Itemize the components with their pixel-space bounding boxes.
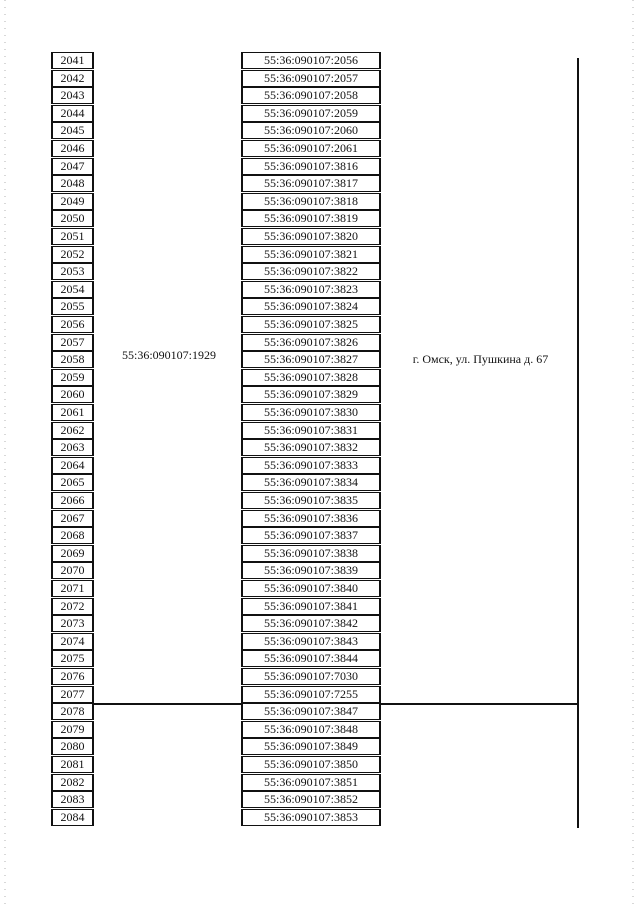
table-cell-cadastral-number: 55:36:090107:3816 [241,158,381,175]
table-row-number: 2056 [51,316,94,333]
table-row-number: 2044 [51,105,94,122]
table-row-number: 2057 [51,334,94,351]
group-separator-right [381,703,579,705]
table-cell-cadastral-number: 55:36:090107:7255 [241,686,381,703]
table-cell-cadastral-number: 55:36:090107:2061 [241,140,381,157]
table-cell-cadastral-number: 55:36:090107:3834 [241,474,381,491]
group-separator-left [94,703,241,705]
parcel-cadastral-number: 55:36:090107:1929 [121,348,216,362]
table-cell-cadastral-number: 55:36:090107:3848 [241,721,381,738]
table-cell-cadastral-number: 55:36:090107:3819 [241,210,381,227]
table-row-number: 2042 [51,70,94,87]
table-row-number: 2064 [51,457,94,474]
table-cell-cadastral-number: 55:36:090107:3828 [241,369,381,386]
parcel-address: г. Омск, ул. Пушкина д. 67 [412,352,549,366]
table-row-number: 2068 [51,527,94,544]
table-row-number: 2066 [51,492,94,509]
table-cell-cadastral-number: 55:36:090107:3824 [241,298,381,315]
table-row-number: 2074 [51,633,94,650]
table-row-number: 2054 [51,281,94,298]
table-cell-cadastral-number: 55:36:090107:2057 [241,70,381,87]
table-row-number: 2062 [51,422,94,439]
table-row-number: 2049 [51,193,94,210]
table-cell-cadastral-number: 55:36:090107:2058 [241,87,381,104]
table-row-number: 2072 [51,598,94,615]
table-row-number: 2078 [51,703,94,720]
table-cell-cadastral-number: 55:36:090107:3822 [241,263,381,280]
table-cell-cadastral-number: 55:36:090107:3818 [241,193,381,210]
table-cell-cadastral-number: 55:36:090107:3842 [241,615,381,632]
table-row-number: 2084 [51,809,94,826]
table-row-number: 2060 [51,386,94,403]
table-cell-cadastral-number: 55:36:090107:3821 [241,246,381,263]
table-cell-cadastral-number: 55:36:090107:3838 [241,545,381,562]
table-cell-cadastral-number: 55:36:090107:3847 [241,703,381,720]
table-row-number: 2046 [51,140,94,157]
table-row-number: 2073 [51,615,94,632]
table-row-number: 2061 [51,404,94,421]
table-row-number: 2065 [51,474,94,491]
table-row-number: 2075 [51,650,94,667]
table-row-number: 2070 [51,562,94,579]
table-row-number: 2047 [51,158,94,175]
table-cell-cadastral-number: 55:36:090107:3833 [241,457,381,474]
table-row-number: 2052 [51,246,94,263]
scan-edge-left [4,0,6,905]
table-row-number: 2045 [51,122,94,139]
table-row-number: 2051 [51,228,94,245]
table-row-number: 2079 [51,721,94,738]
table-cell-cadastral-number: 55:36:090107:3850 [241,756,381,773]
table-row-number: 2077 [51,686,94,703]
table-row-number: 2063 [51,439,94,456]
table-row-number: 2053 [51,263,94,280]
table-cell-cadastral-number: 55:36:090107:3823 [241,281,381,298]
table-row-number: 2083 [51,791,94,808]
table-cell-cadastral-number: 55:36:090107:2056 [241,52,381,69]
table-cell-cadastral-number: 55:36:090107:3832 [241,439,381,456]
table-cell-cadastral-number: 55:36:090107:7030 [241,668,381,685]
table-cell-cadastral-number: 55:36:090107:3844 [241,650,381,667]
table-cell-cadastral-number: 55:36:090107:3839 [241,562,381,579]
table-cell-cadastral-number: 55:36:090107:3849 [241,738,381,755]
table-cell-cadastral-number: 55:36:090107:3831 [241,422,381,439]
table-cell-cadastral-number: 55:36:090107:3825 [241,316,381,333]
table-cell-cadastral-number: 55:36:090107:3841 [241,598,381,615]
table-cell-cadastral-number: 55:36:090107:2060 [241,122,381,139]
table-cell-cadastral-number: 55:36:090107:3852 [241,791,381,808]
table-row-number: 2067 [51,510,94,527]
table-row-number: 2048 [51,175,94,192]
table-row-number: 2080 [51,738,94,755]
table-cell-cadastral-number: 55:36:090107:2059 [241,105,381,122]
table-row-number: 2071 [51,580,94,597]
table-cell-cadastral-number: 55:36:090107:3829 [241,386,381,403]
scan-edge-right [632,0,634,905]
table-cell-cadastral-number: 55:36:090107:3836 [241,510,381,527]
table-row-number: 2081 [51,756,94,773]
table-cell-cadastral-number: 55:36:090107:3835 [241,492,381,509]
table-cell-cadastral-number: 55:36:090107:3830 [241,404,381,421]
table-cell-cadastral-number: 55:36:090107:3851 [241,774,381,791]
table-row-number: 2041 [51,52,94,69]
table-row-number: 2082 [51,774,94,791]
table-cell-cadastral-number: 55:36:090107:3853 [241,809,381,826]
table-cell-cadastral-number: 55:36:090107:3827 [241,351,381,368]
table-row-number: 2059 [51,369,94,386]
table-row-number: 2076 [51,668,94,685]
table-cell-cadastral-number: 55:36:090107:3826 [241,334,381,351]
table-row-number: 2058 [51,351,94,368]
table-row-number: 2043 [51,87,94,104]
table-row-number: 2055 [51,298,94,315]
table-cell-cadastral-number: 55:36:090107:3837 [241,527,381,544]
table-cell-cadastral-number: 55:36:090107:3817 [241,175,381,192]
table-cell-cadastral-number: 55:36:090107:3840 [241,580,381,597]
table-row-number: 2050 [51,210,94,227]
table-right-border [577,58,579,828]
table-cell-cadastral-number: 55:36:090107:3820 [241,228,381,245]
table-cell-cadastral-number: 55:36:090107:3843 [241,633,381,650]
table-row-number: 2069 [51,545,94,562]
